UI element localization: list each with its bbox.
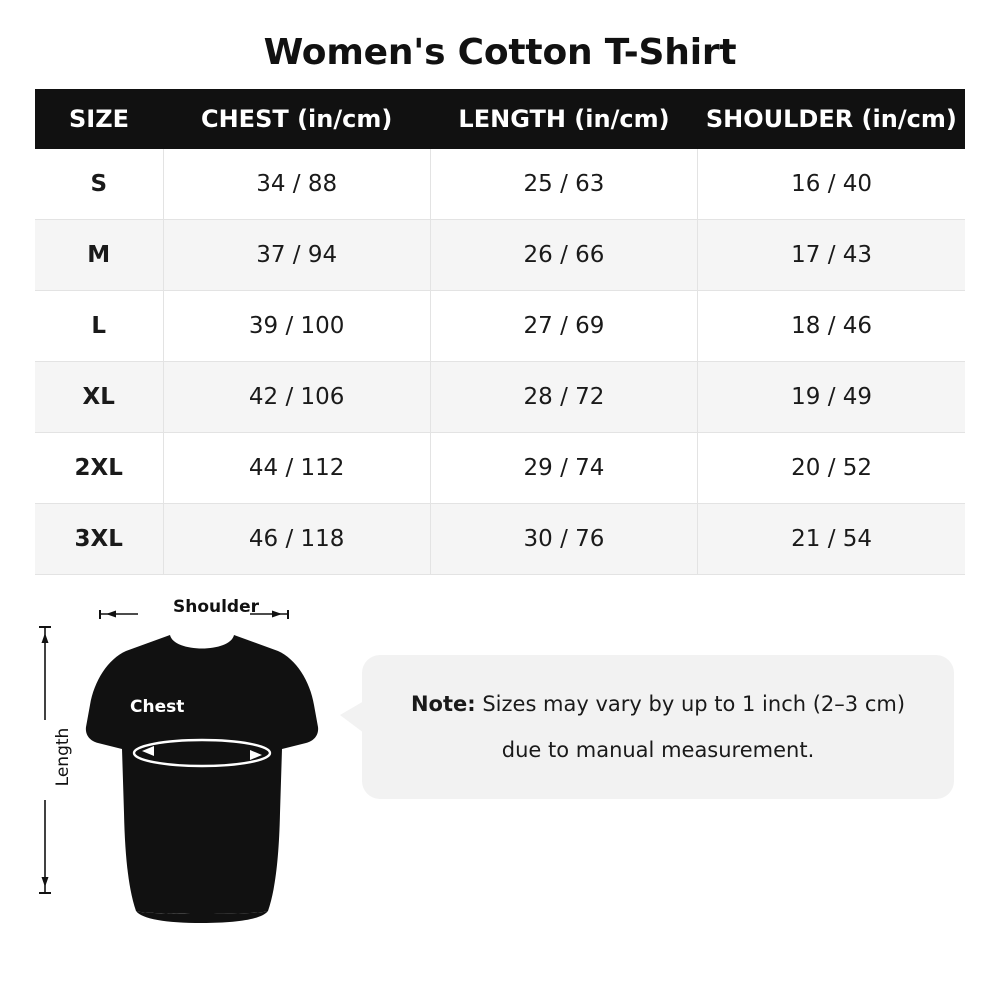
shoulder-dimension-arrow-icon (98, 609, 290, 619)
table-row (35, 504, 965, 575)
cell-chest: 39 / 100 (163, 291, 430, 362)
column-header-chest-label: CHEST (200, 105, 289, 133)
cell-size: 2XL (35, 433, 163, 504)
table-header (35, 89, 965, 149)
table-row (35, 291, 965, 362)
cell-size: M (35, 220, 163, 291)
column-header-shoulder-label: SHOULDER (705, 105, 854, 133)
cell-chest: 46 / 118 (163, 504, 430, 575)
column-header-shoulder (698, 89, 965, 149)
tshirt-illustration-icon (82, 623, 322, 923)
tshirt-measurement-diagram (30, 597, 340, 927)
cell-chest: 37 / 94 (163, 220, 430, 291)
diagram-and-note-section (0, 597, 1000, 927)
chest-measure-label: Chest (130, 697, 185, 717)
note-line-2: due to manual measurement. (501, 738, 815, 762)
column-header-size (35, 89, 163, 149)
column-header-chest-unit: (in/cm) (288, 105, 393, 133)
cell-chest: 44 / 112 (163, 433, 430, 504)
column-header-size-label: SIZE (68, 105, 129, 133)
cell-shoulder: 19 / 49 (698, 362, 965, 433)
cell-shoulder: 17 / 43 (698, 220, 965, 291)
cell-shoulder: 21 / 54 (698, 504, 965, 575)
note-text-1: Sizes may vary by up to 1 inch (2–3 cm) (475, 692, 906, 716)
page-title: Women's Cotton T-Shirt (263, 32, 737, 73)
shoulder-measure-label: Shoulder (172, 597, 260, 617)
size-chart-table (35, 89, 965, 575)
cell-shoulder: 20 / 52 (698, 433, 965, 504)
cell-chest: 34 / 88 (163, 149, 430, 220)
column-header-length-label: LENGTH (458, 105, 566, 133)
table-row (35, 149, 965, 220)
cell-length: 27 / 69 (430, 291, 697, 362)
cell-chest: 42 / 106 (163, 362, 430, 433)
column-header-shoulder-unit: (in/cm) (853, 105, 957, 133)
cell-length: 29 / 74 (430, 433, 697, 504)
length-measure-label: Length (53, 727, 73, 787)
note-prefix: Note: (410, 692, 476, 716)
cell-shoulder: 16 / 40 (698, 149, 965, 220)
cell-length: 25 / 63 (430, 149, 697, 220)
cell-length: 28 / 72 (430, 362, 697, 433)
cell-size: 3XL (35, 504, 163, 575)
column-header-length (430, 89, 697, 149)
table-row (35, 220, 965, 291)
cell-length: 30 / 76 (430, 504, 697, 575)
table-body (35, 149, 965, 575)
cell-size: S (35, 149, 163, 220)
table-header-row (35, 89, 965, 149)
note-callout (362, 655, 954, 799)
table-row (35, 433, 965, 504)
length-dimension-arrow-icon (38, 625, 52, 895)
column-header-chest (163, 89, 430, 149)
cell-shoulder: 18 / 46 (698, 291, 965, 362)
column-header-length-unit: (in/cm) (565, 105, 670, 133)
table-row (35, 362, 965, 433)
cell-size: L (35, 291, 163, 362)
cell-size: XL (35, 362, 163, 433)
cell-length: 26 / 66 (430, 220, 697, 291)
note-line-1 (392, 681, 924, 727)
